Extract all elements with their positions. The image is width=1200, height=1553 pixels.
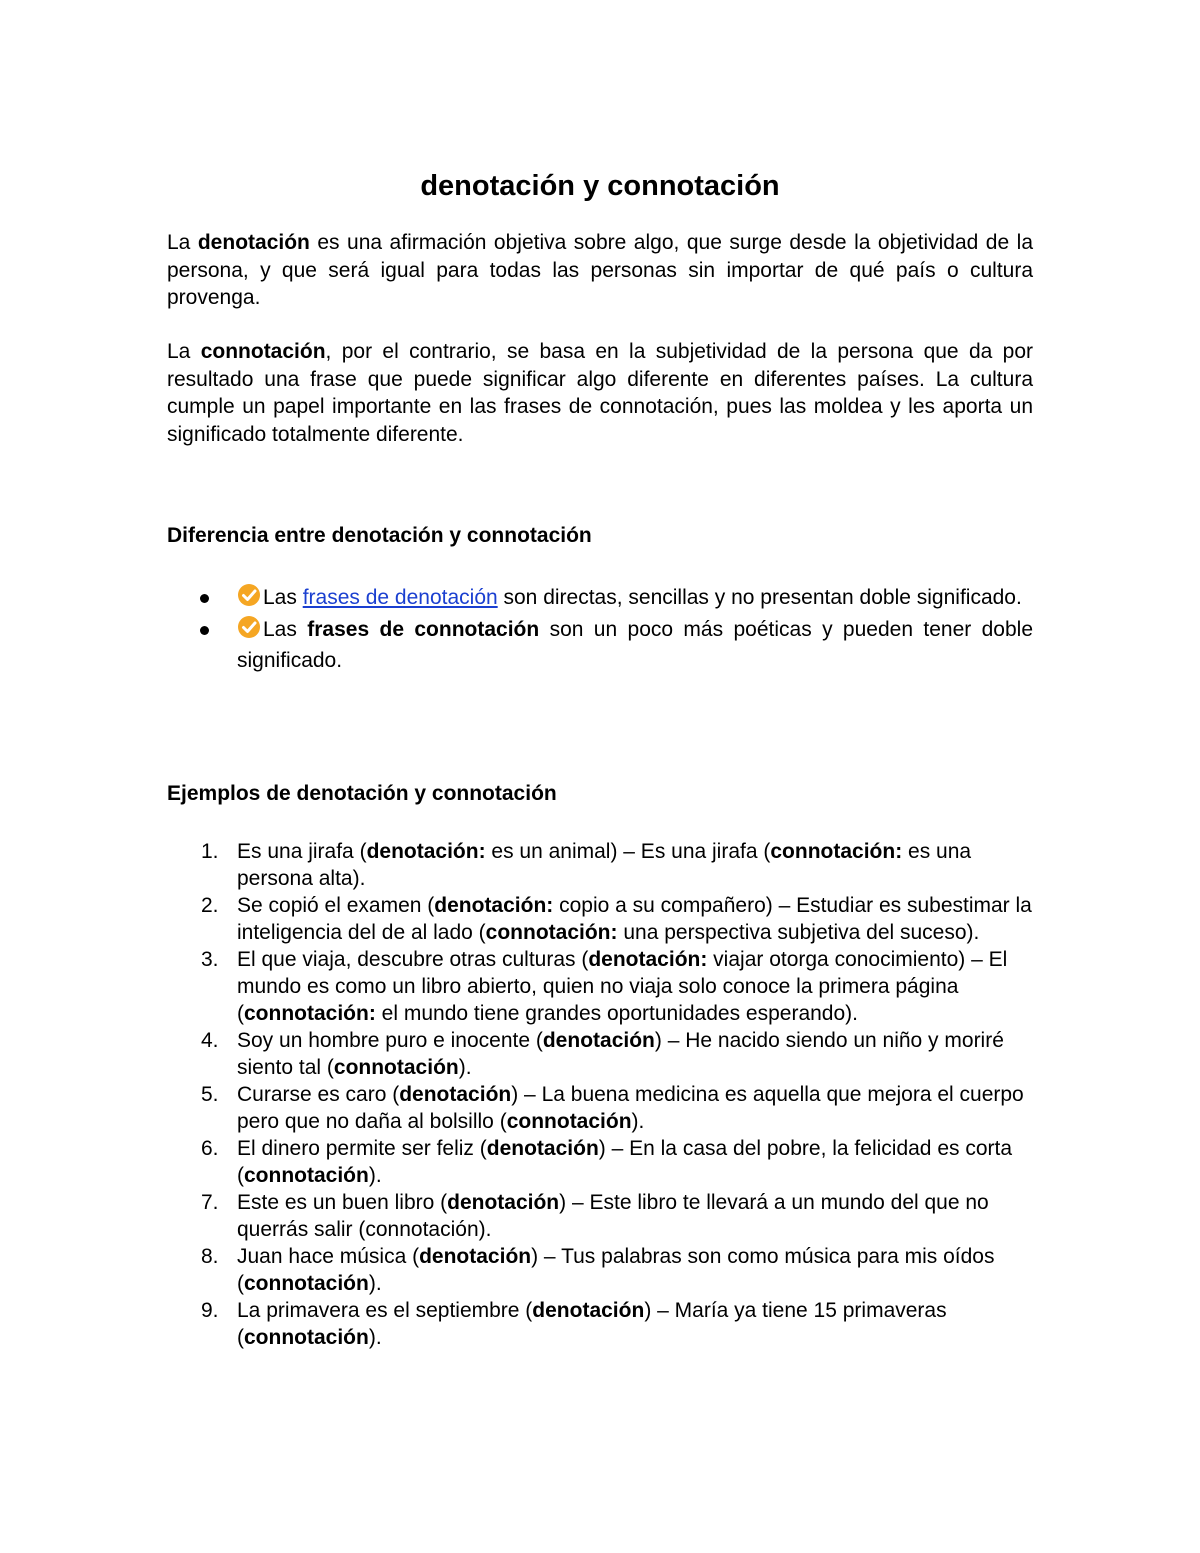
example-number: 8.: [201, 1245, 219, 1268]
example-item: [167, 946, 1033, 1027]
p1-bold: denotación: [197, 231, 310, 254]
example-item: [167, 838, 1033, 892]
example-bold: denotación: [419, 1245, 532, 1268]
example-bold: denotación: [486, 1137, 599, 1160]
bullet1-pre: Las: [263, 586, 303, 609]
example-text: Soy un hombre puro e inocente (: [237, 1029, 543, 1052]
p2-bold: connotación: [200, 340, 326, 363]
p1-post: es una afirmación objetiva sobre algo, que surge desde la objetividad de la persona, y que será igual para todas las personas sin importar de qué país o cultura provenga.: [167, 231, 1034, 309]
paragraph-connotacion: [167, 338, 1033, 448]
example-text: ) – En la casa del pobre, la felicidad es corta (: [237, 1137, 1013, 1187]
examples-list: [167, 838, 1033, 1351]
example-bold: connotación: [333, 1056, 459, 1079]
example-number: 1.: [201, 840, 219, 863]
example-text: Se copió el examen (: [237, 894, 435, 917]
example-text: ).: [368, 1326, 382, 1349]
example-item: [167, 892, 1033, 946]
example-bold: connotación: [506, 1110, 632, 1133]
example-number: 2.: [201, 894, 219, 917]
example-item: [167, 1297, 1033, 1351]
example-bold: connotación: [244, 1272, 369, 1295]
example-bold: denotación:: [366, 840, 486, 863]
example-bold: connotación:: [770, 840, 903, 863]
bullet-dot: [200, 626, 209, 635]
check-circle-icon: [237, 615, 261, 639]
section-heading-diferencia: Diferencia entre denotación y connotación: [167, 524, 592, 547]
example-item: [167, 1081, 1033, 1135]
example-text: Juan hace música (: [237, 1245, 420, 1268]
example-text: ) – Este libro te llevará a un mundo del que no querrás salir (connotación).: [237, 1191, 989, 1241]
bullet1-post: son directas, sencillas y no presentan doble significado.: [497, 586, 1022, 609]
p2-post: , por el contrario, se basa en la subjetividad de la persona que da por resultado una frase que puede significar algo diferente en diferentes países. La cultura cumple un papel importante en las frases de connotación, pues las moldea y les aporta un significado totalmente diferente.: [167, 340, 1033, 446]
example-text: Curarse es caro (: [237, 1083, 400, 1106]
example-text: ).: [368, 1272, 382, 1295]
example-item: [167, 1243, 1033, 1297]
bullet2-bold: frases de connotación: [307, 617, 540, 641]
example-text: es un animal) – Es una jirafa (: [485, 840, 771, 863]
example-text: ) – He nacido siendo un niño y moriré siento tal (: [237, 1029, 1004, 1079]
example-number: 3.: [201, 948, 219, 971]
example-text: ) – Tus palabras son como música para mis oídos (: [237, 1245, 995, 1295]
example-number: 9.: [201, 1299, 219, 1322]
example-text: ) – María ya tiene 15 primaveras (: [237, 1299, 947, 1349]
section-heading-ejemplos: Ejemplos de denotación y connotación: [167, 782, 557, 805]
example-number: 5.: [201, 1083, 219, 1106]
example-bold: denotación: [542, 1029, 655, 1052]
example-text: ).: [631, 1110, 645, 1133]
p2-pre: La: [167, 340, 201, 363]
example-text: El dinero permite ser feliz (: [237, 1137, 487, 1160]
example-item: [167, 1027, 1033, 1081]
example-text: La primavera es el septiembre (: [237, 1299, 533, 1322]
example-bold: connotación:: [244, 1002, 376, 1025]
example-number: 4.: [201, 1029, 219, 1052]
example-text: copio a su compañero) – Estudiar es subestimar la inteligencia del de al lado (: [237, 894, 1032, 944]
example-number: 6.: [201, 1137, 219, 1160]
difference-list: [167, 582, 1033, 677]
bullet2-pre: Las: [263, 617, 308, 641]
example-number: 7.: [201, 1191, 219, 1214]
frases-denotacion-link[interactable]: frases de denotación: [302, 586, 498, 609]
example-item: [167, 1189, 1033, 1243]
example-bold: denotación: [399, 1083, 512, 1106]
example-text: El que viaja, descubre otras culturas (: [237, 948, 589, 971]
example-text: ).: [368, 1164, 382, 1187]
example-text: Este es un buen libro (: [237, 1191, 448, 1214]
example-bold: connotación: [244, 1326, 369, 1349]
example-text: una perspectiva subjetiva del suceso).: [617, 921, 980, 944]
example-text: ).: [458, 1056, 472, 1079]
example-bold: connotación: [244, 1164, 369, 1187]
page-title: denotación y connotación: [420, 170, 780, 202]
example-text: viajar otorga conocimiento) – El mundo es como un libro abierto, quien no viaja solo conoce la primera página (: [237, 948, 1008, 1025]
example-bold: connotación:: [485, 921, 618, 944]
bullet2-post: son un poco más poéticas y pueden tener doble significado.: [237, 617, 1033, 672]
example-text: Es una jirafa (: [237, 840, 367, 863]
example-text: es una persona alta).: [237, 840, 972, 890]
check-circle-icon: [237, 583, 261, 607]
example-bold: denotación:: [588, 948, 708, 971]
p1-pre: La: [167, 231, 198, 254]
bullet-dot: [200, 594, 209, 603]
list-item: [167, 582, 1033, 614]
paragraph-denotacion: [167, 229, 1033, 312]
example-text: ) – La buena medicina es aquella que mejora el cuerpo pero que no daña al bolsillo (: [237, 1083, 1024, 1133]
example-bold: denotación:: [434, 894, 554, 917]
example-bold: denotación: [532, 1299, 645, 1322]
example-bold: denotación: [447, 1191, 560, 1214]
example-text: el mundo tiene grandes oportunidades esperando).: [375, 1002, 858, 1025]
list-item: [167, 614, 1033, 677]
example-item: [167, 1135, 1033, 1189]
